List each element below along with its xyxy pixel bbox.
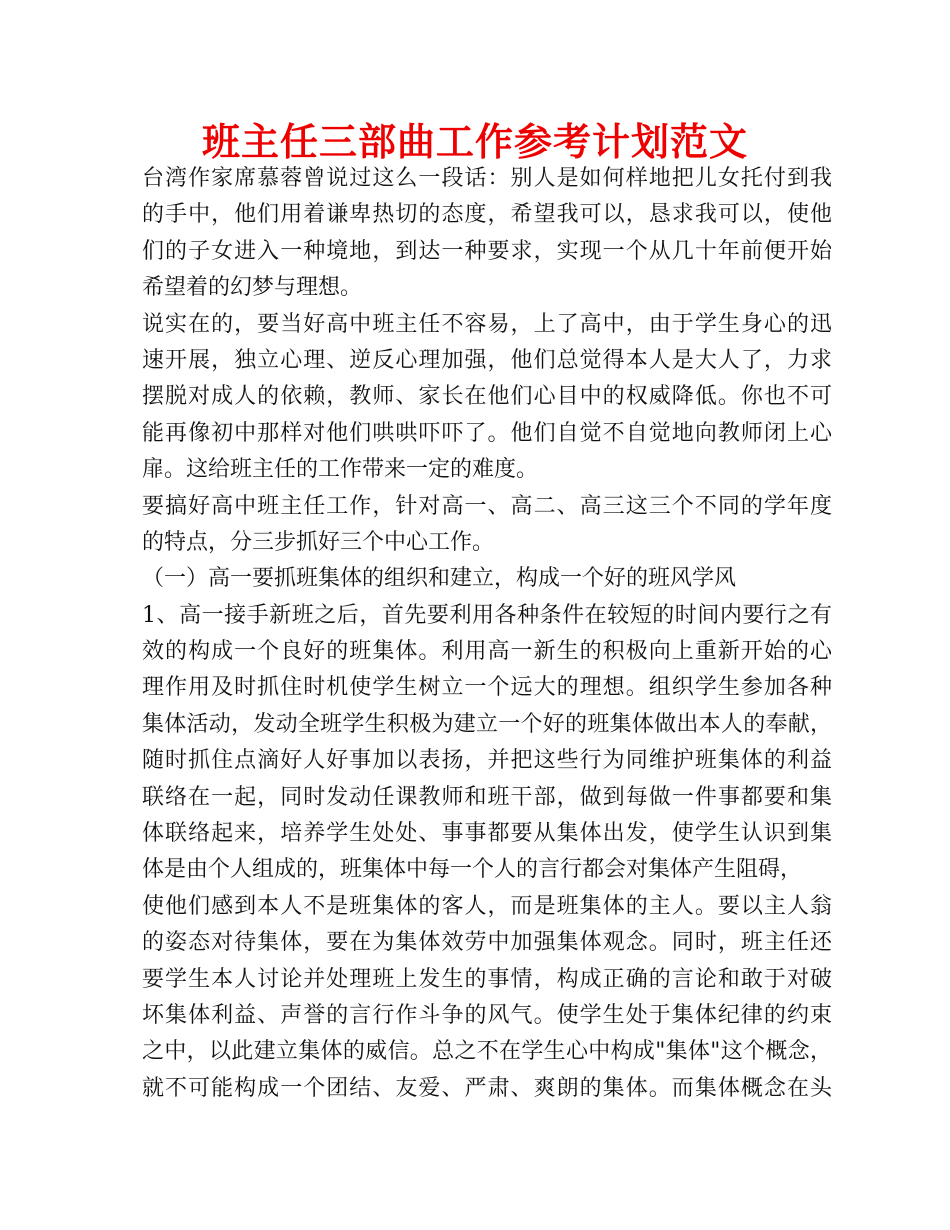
paragraph-line: 理作用及时抓住时机使学生树立一个远大的理想。组织学生参加各种 — [142, 675, 832, 701]
paragraph-line: 就不可能构成一个团结、友爱、严肃、爽朗的集体。而集体概念在头 — [142, 1075, 832, 1101]
paragraph-line: 集体活动，发动全班学生积极为建立一个好的班集体做出本人的奉献， — [142, 711, 832, 737]
paragraph-line: 之中，以此建立集体的威信。总之不在学生心中构成"集体"这个概念， — [142, 1039, 832, 1065]
paragraph-line: 坏集体利益、声誉的言行作斗争的风气。使学生处于集体纪律的约束 — [142, 1002, 832, 1028]
paragraph-line: 们的子女进入一种境地，到达一种要求，实现一个从几十年前便开始 — [142, 238, 832, 264]
paragraph-line: 能再像初中那样对他们哄哄吓吓了。他们自觉不自觉地向教师闭上心 — [142, 420, 832, 446]
paragraph-line: 联络在一起，同时发动任课教师和班干部，做到每做一件事都要和集 — [142, 784, 832, 810]
document-body — [142, 161, 832, 1107]
document-title: 班主任三部曲工作参考计划范文 — [201, 120, 748, 164]
paragraph-line: 台湾作家席慕蓉曾说过这么一段话：别人是如何样地把儿女托付到我 — [142, 166, 832, 191]
paragraph-line: 要学生本人讨论并处理班上发生的事情，构成正确的言论和敢于对破 — [142, 966, 832, 992]
paragraph-line: 扉。这给班主任的工作带来一定的难度。 — [142, 457, 539, 483]
paragraph-line: 的特点，分三步抓好三个中心工作。 — [142, 529, 495, 555]
paragraph-line: 体联络起来，培养学生处处、事事都要从集体出发，使学生认识到集 — [142, 821, 832, 847]
paragraph-line: 1、高一接手新班之后，首先要利用各种条件在较短的时间内要行之有 — [142, 602, 832, 628]
paragraph-line: 希望着的幻梦与理想。 — [142, 275, 363, 301]
paragraph-line: 要搞好高中班主任工作，针对高一、高二、高三这三个不同的学年度 — [142, 493, 832, 519]
paragraph-line: （一）高一要抓班集体的组织和建立，构成一个好的班风学风 — [142, 566, 737, 592]
paragraph-line: 使他们感到本人不是班集体的客人，而是班集体的主人。要以主人翁 — [142, 893, 832, 919]
paragraph-line: 随时抓住点滴好人好事加以表扬，并把这些行为同维护班集体的利益 — [142, 748, 832, 774]
paragraph-line: 摆脱对成人的依赖，教师、家长在他们心目中的权威降低。你也不可 — [142, 384, 832, 410]
paragraph-line: 的姿态对待集体，要在为集体效劳中加强集体观念。同时，班主任还 — [142, 930, 832, 956]
paragraph-line: 的手中，他们用着谦卑热切的态度，希望我可以，恳求我可以，使他 — [142, 202, 832, 228]
paragraph-line: 效的构成一个良好的班集体。利用高一新生的积极向上重新开始的心 — [142, 639, 832, 665]
paragraph-line: 速开展，独立心理、逆反心理加强，他们总觉得本人是大人了，力求 — [142, 347, 832, 373]
paragraph-line: 说实在的，要当好高中班主任不容易，上了高中，由于学生身心的迅 — [142, 311, 832, 337]
paragraph-line: 体是由个人组成的，班集体中每一个人的言行都会对集体产生阻碍， — [142, 857, 803, 883]
